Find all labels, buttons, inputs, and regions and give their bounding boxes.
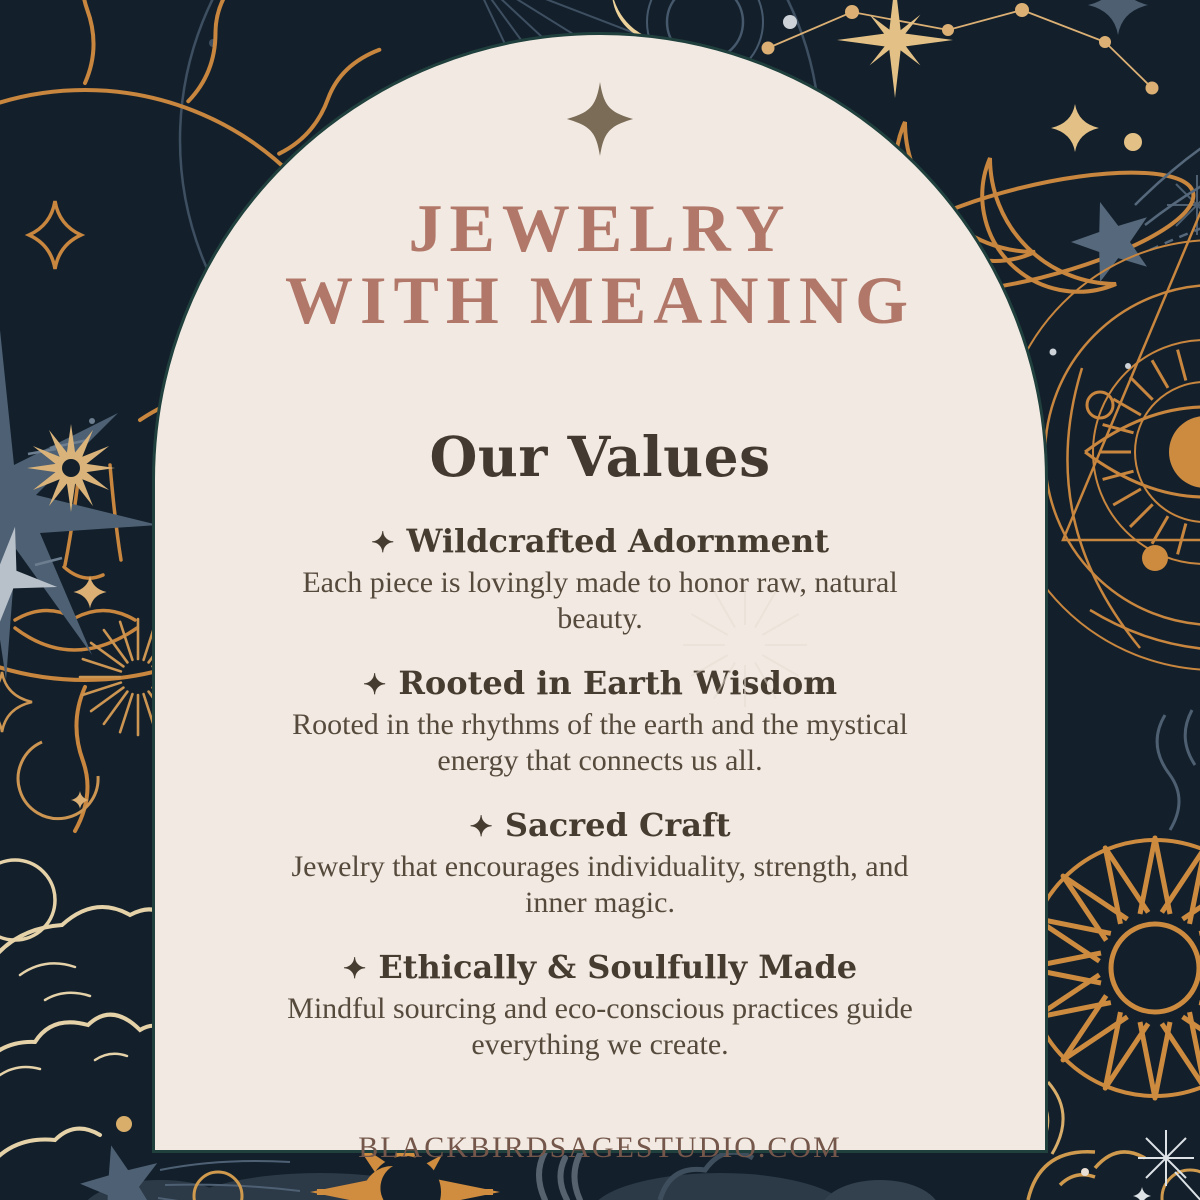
value-description: Rooted in the rhythms of the earth and the mystical energy that connects us all. xyxy=(292,707,908,777)
slate-star-icon xyxy=(1088,0,1148,35)
arch-panel xyxy=(152,32,1048,1164)
value-item xyxy=(260,663,940,779)
value-title-text: Sacred Craft xyxy=(504,805,731,844)
section-heading: Our Values xyxy=(429,423,771,489)
value-title xyxy=(260,947,940,988)
clouds-illustration xyxy=(0,907,172,1180)
website-url: BLACKBIRDSAGESTUDIO.COM xyxy=(358,1130,842,1164)
value-item xyxy=(260,805,940,921)
white-dot xyxy=(783,15,797,29)
page-title xyxy=(285,190,915,339)
gold-sparkle-icon xyxy=(0,672,32,732)
value-title-text: Wildcrafted Adornment xyxy=(406,521,829,560)
white-starburst xyxy=(1133,1130,1200,1200)
value-title xyxy=(260,663,940,704)
gold-star-icon xyxy=(837,0,1142,152)
diamond-star-icon: ✦ xyxy=(362,667,387,701)
value-title-text: Rooted in Earth Wisdom xyxy=(398,663,838,702)
geometric-sun-illustration xyxy=(1025,838,1200,1098)
spiky-star-cluster xyxy=(0,330,158,680)
value-title-text: Ethically & Soulfully Made xyxy=(378,947,858,986)
value-description: Jewelry that encourages individuality, strength, and inner magic. xyxy=(291,849,909,919)
sparkle-star-icon xyxy=(560,80,640,158)
gold-cloud-curls xyxy=(1028,1152,1145,1200)
title-line-2: WITH MEANING xyxy=(285,262,915,339)
value-item xyxy=(260,521,940,637)
value-item xyxy=(260,947,940,1063)
values-list xyxy=(260,521,940,1089)
value-description: Each piece is lovingly made to honor raw, natural beauty. xyxy=(302,565,898,635)
diamond-star-icon: ✦ xyxy=(469,809,493,843)
value-description: Mindful sourcing and eco-conscious practices guide everything we create. xyxy=(287,991,913,1061)
eye-iris xyxy=(1169,416,1200,488)
value-title xyxy=(260,521,940,562)
diamond-star-icon: ✦ xyxy=(342,951,367,985)
value-title xyxy=(260,805,940,846)
title-line-1: JEWELRY xyxy=(408,190,792,266)
slate-spiky-star xyxy=(0,330,158,680)
diamond-star-icon: ✦ xyxy=(371,525,395,559)
